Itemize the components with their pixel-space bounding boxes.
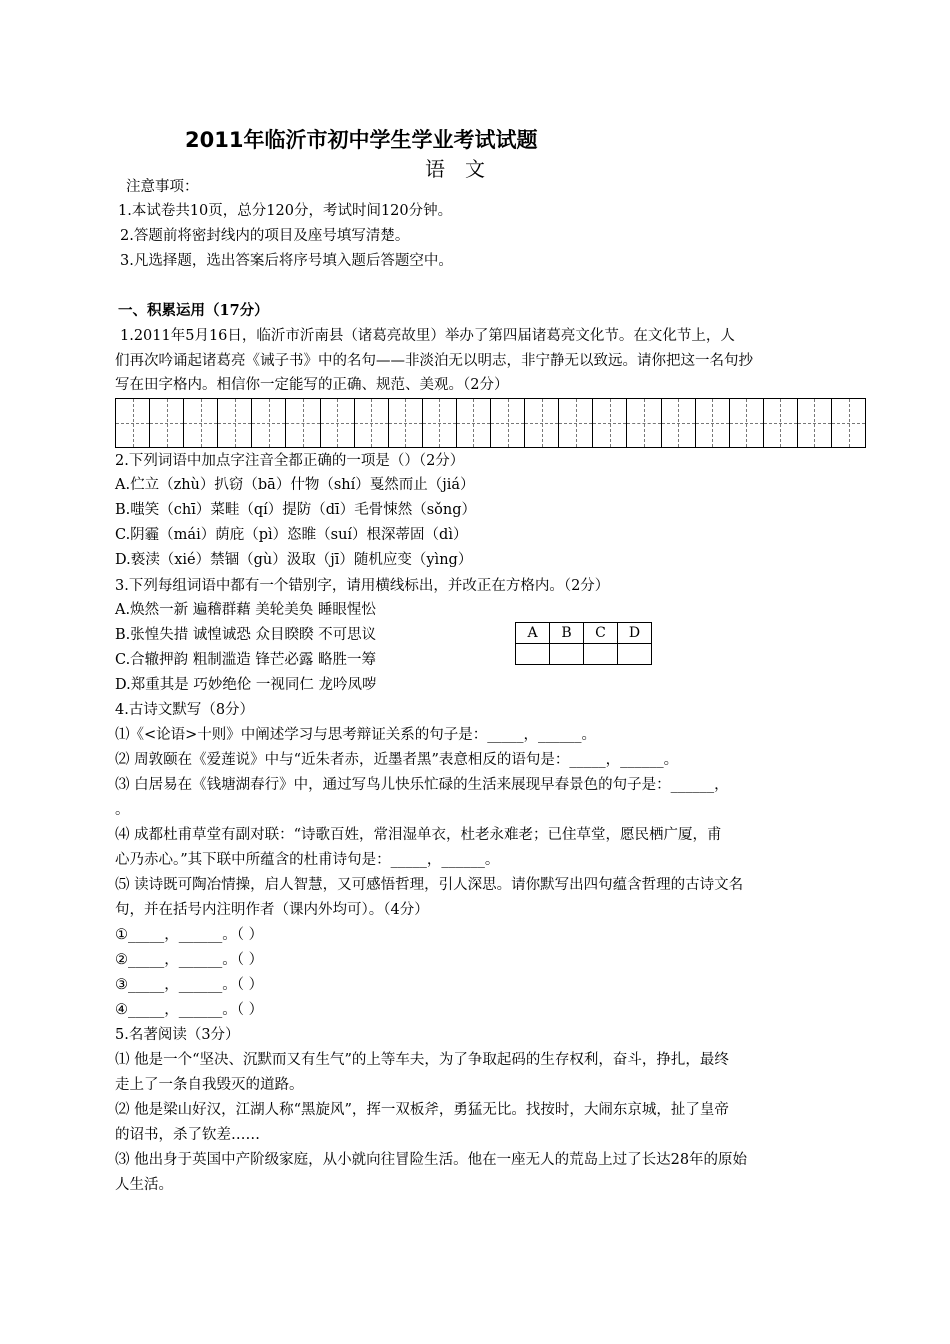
q5-part-3-line-1: ⑶ 他出身于英国中产阶级家庭，从小就向往冒险生活。他在一座无人的荒岛上过了长达28年的原始 (115, 1152, 748, 1168)
grid-cell[interactable] (491, 399, 525, 447)
answer-cell-c[interactable] (584, 644, 618, 665)
grid-cell[interactable] (559, 399, 593, 447)
grid-cell[interactable] (798, 399, 832, 447)
q4-blank-4[interactable]: ④_____，______。（ ） (115, 1002, 264, 1018)
grid-cell[interactable] (832, 399, 865, 447)
q4-part-3-line-2: 。 (115, 802, 130, 818)
q1-line-3: 写在田字格内。相信你一定能写的正确、规范、美观。（2分） (115, 377, 509, 393)
grid-cell[interactable] (218, 399, 252, 447)
q4-part-5-line-1: ⑸ 读诗既可陶冶情操，启人智慧，又可感悟哲理，引人深思。请你默写出四句蕴含哲理的古诗文名 (115, 877, 744, 893)
q2-option-c: C.阴霾（mái）荫庇（pì）恣睢（suí）根深蒂固（dì） (115, 527, 468, 543)
q2-option-a: A.伫立（zhù）扒窃（bā）什物（shí）戛然而止（jiá） (115, 477, 475, 493)
q4-part-5-line-2: 句，并在括号内注明作者（课内外均可）。（4分） (115, 902, 429, 918)
q3-stem: 3.下列每组词语中都有一个错别字，请用横线标出，并改正在方格内。（2分） (115, 578, 610, 594)
q3-option-b: B.张惶失措 诚惶诚恐 众目睽睽 不可思议 (115, 627, 377, 643)
q4-part-1: ⑴《<论语>十则》中阐述学习与思考辩证关系的句子是：_____，______。 (115, 727, 597, 743)
q3-option-d: D.郑重其是 巧妙绝伦 一视同仁 龙吟凤哕 (115, 677, 377, 693)
grid-cell[interactable] (525, 399, 559, 447)
q3-answer-box (515, 622, 652, 665)
grid-cell[interactable] (730, 399, 764, 447)
q5-stem: 5.名著阅读（3分） (115, 1027, 240, 1043)
q5-part-2-line-2: 的诏书，杀了钦差…… (115, 1127, 260, 1143)
q2-stem: 2.下列词语中加点字注音全都正确的一项是（）（2分） (115, 453, 465, 469)
grid-cell[interactable] (627, 399, 661, 447)
q3-option-c: C.合辙押韵 粗制滥造 锋芒必露 略胜一筹 (115, 652, 377, 668)
notice-item-3: 3.凡选择题，选出答案后将序号填入题后答题空中。 (120, 253, 453, 269)
grid-cell[interactable] (116, 399, 150, 447)
q2-option-b: B.嗤笑（chī）菜畦（qí）提防（dī）毛骨悚然（sǒng） (115, 502, 476, 518)
box-label-c: C (584, 623, 618, 644)
grid-cell[interactable] (355, 399, 389, 447)
q4-blank-3[interactable]: ③_____，______。（ ） (115, 977, 264, 993)
q4-part-2: ⑵ 周敦颐在《爱莲说》中与“近朱者赤，近墨者黑”表意相反的语句是：_____，______。 (115, 752, 679, 768)
q5-part-3-line-2: 人生活。 (115, 1177, 173, 1193)
exam-subject: 语 文 (425, 157, 485, 181)
grid-cell[interactable] (423, 399, 457, 447)
grid-cell[interactable] (593, 399, 627, 447)
grid-cell[interactable] (764, 399, 798, 447)
q4-stem: 4.古诗文默写（8分） (115, 702, 255, 718)
q5-part-1-line-2: 走上了一条自我毁灭的道路。 (115, 1077, 304, 1093)
grid-cell[interactable] (252, 399, 286, 447)
box-label-d: D (618, 623, 652, 644)
q4-part-3-line-1: ⑶ 白居易在《钱塘湖春行》中，通过写鸟儿快乐忙碌的生活来展现早春景色的句子是：______， (115, 777, 729, 793)
q4-part-4-line-2: 心乃赤心。”其下联中所蕴含的杜甫诗句是：_____，______。 (115, 852, 500, 868)
q3-option-a: A.焕然一新 遍稽群藉 美轮美奂 睡眼惺忪 (115, 602, 376, 618)
q4-blank-2[interactable]: ②_____，______。（ ） (115, 952, 264, 968)
q5-part-2-line-1: ⑵ 他是梁山好汉，江湖人称“黑旋风”，挥一双板斧，勇猛无比。找按时，大闹东京城，扯了皇帝 (115, 1102, 729, 1118)
notice-item-1: 1.本试卷共10页，总分120分，考试时间120分钟。 (118, 203, 453, 219)
q2-option-d: D.亵渎（xié）禁锢（gù）汲取（jī）随机应变（yìng） (115, 552, 473, 568)
box-label-b: B (550, 623, 584, 644)
q4-part-4-line-1: ⑷ 成都杜甫草堂有副对联：“诗歌百姓，常泪湿单衣，杜老永难老；已住草堂，愿民栖广厦，甫 (115, 827, 722, 843)
grid-cell[interactable] (696, 399, 730, 447)
notice-item-2: 2.答题前将密封线内的项目及座号填写清楚。 (120, 228, 410, 244)
q5-part-1-line-1: ⑴ 他是一个“坚决、沉默而又有生气”的上等车夫，为了争取起码的生存权利，奋斗，挣扎，最终 (115, 1052, 729, 1068)
answer-cell-b[interactable] (550, 644, 584, 665)
notice-heading: 注意事项： (126, 179, 199, 195)
grid-cell[interactable] (150, 399, 184, 447)
box-label-a: A (516, 623, 550, 644)
exam-title: 2011年临沂市初中学生学业考试试题 (185, 128, 538, 152)
grid-cell[interactable] (457, 399, 491, 447)
q1-line-1: 1.2011年5月16日，临沂市沂南县（诸葛亮故里）举办了第四届诸葛亮文化节。在文化节上，人 (120, 328, 735, 344)
grid-cell[interactable] (184, 399, 218, 447)
q4-blank-1[interactable]: ①_____，______。（ ） (115, 927, 264, 943)
answer-cell-a[interactable] (516, 644, 550, 665)
grid-cell[interactable] (389, 399, 423, 447)
q1-line-2: 们再次吟诵起诸葛亮《诫子书》中的名句——非淡泊无以明志，非宁静无以致远。请你把这一名句抄 (115, 353, 753, 369)
tianzige-grid[interactable] (115, 398, 866, 448)
grid-cell[interactable] (321, 399, 355, 447)
section-heading: 一、积累运用（17分） (118, 302, 269, 319)
grid-cell[interactable] (286, 399, 320, 447)
grid-cell[interactable] (662, 399, 696, 447)
answer-cell-d[interactable] (618, 644, 652, 665)
